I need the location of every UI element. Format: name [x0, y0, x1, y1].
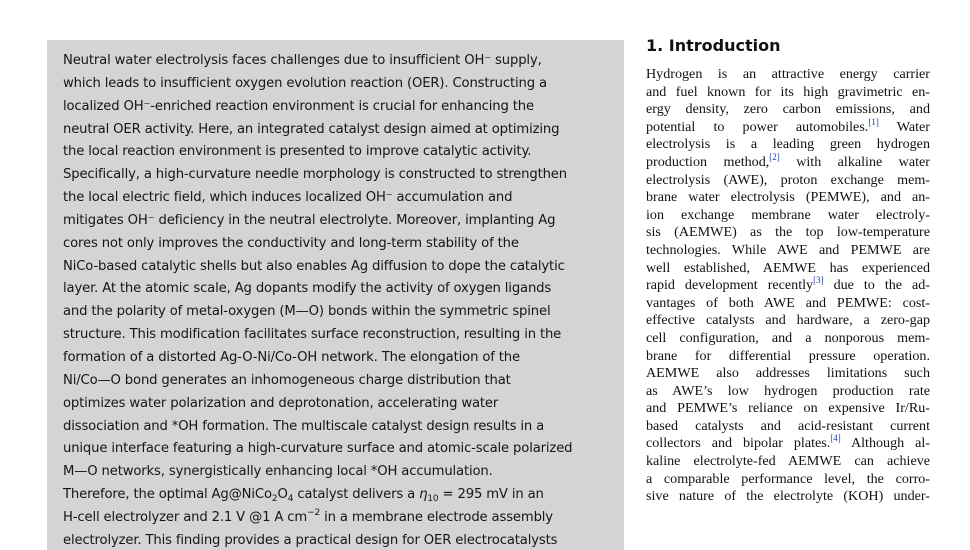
abstract-line: cores not only improves the conductivity and long-term stability of the	[63, 235, 519, 251]
intro-line: rapid development recently[3] due to the ad-	[646, 275, 931, 294]
citation-link[interactable]: [2]	[769, 151, 780, 162]
intro-line: electrolysis is a leading green hydrogen	[646, 136, 930, 153]
abstract-text	[63, 50, 608, 550]
introduction-section	[646, 36, 930, 506]
abstract-line: neutral OER activity. Here, an integrated catalyst design aimed at optimizing	[63, 121, 560, 137]
abstract-line: NiCo-based catalytic shells but also enables Ag diffusion to dope the catalytic	[63, 258, 565, 274]
intro-line: collectors and bipolar plates.[4] Although al-	[646, 433, 930, 452]
intro-line: ion exchange membrane water electroly-	[646, 206, 930, 223]
abstract-line: the local reaction environment is presented to improve catalytic activity.	[63, 144, 532, 160]
intro-line: effective catalysts and hardware, a zero-gap	[646, 312, 930, 329]
abstract-line: electrolyzer. This finding provides a practical design for OER electrocatalysts	[63, 532, 558, 548]
intro-line: cell configuration, and a nonporous mem-	[646, 329, 930, 346]
abstract-line: optimizes water polarization and deprotonation, accelerating water	[63, 395, 499, 411]
intro-line: brane for differential pressure operation.	[646, 347, 930, 364]
intro-line: sive nature of the electrolyte (KOH) under-	[646, 488, 930, 505]
abstract-line: H-cell electrolyzer and 2.1 V @1 A $cm^{-2}$ in a membrane electrode assembly	[63, 507, 553, 525]
abstract-line: Therefore, the optimal $Ag@NiCo_2O_4$ catalyst delivers a $\eta_{10} = 295$ mV in an	[63, 487, 544, 505]
intro-line: based catalysts and acid-resistant current	[646, 417, 930, 434]
intro-line: kaline electrolyte-fed AEMWE can achieve	[646, 453, 930, 470]
citation-link[interactable]: [4]	[830, 433, 841, 444]
intro-line: brane water electrolysis (PEMWE), and an-	[646, 189, 930, 206]
intro-line: well established, AEMWE has experienced	[646, 259, 930, 276]
abstract-line: structure. This modification facilitates surface reconstruction, resulting in the	[63, 327, 562, 343]
intro-line: Hydrogen is an attractive energy carrier	[646, 66, 930, 82]
abstract-line: the local electric field, which induces localized OH⁻ accumulation and	[63, 190, 513, 206]
abstract-line: which leads to insufficient oxygen evolution reaction (OER). Constructing a	[63, 75, 547, 91]
introduction-text	[646, 66, 930, 506]
section-heading: 1. Introduction	[646, 36, 781, 55]
intro-line: as AWE’s low hydrogen production rate	[646, 382, 930, 399]
abstract-box	[47, 40, 624, 550]
abstract-line: M—O networks, synergistically enhancing local *OH accumulation.	[63, 464, 493, 480]
intro-line: and PEMWE’s reliance on expensive Ir/Ru-	[646, 400, 930, 417]
abstract-line: localized OH⁻-enriched reaction environment is crucial for enhancing the	[63, 98, 534, 114]
citation-link[interactable]: [1]	[868, 116, 879, 127]
intro-line: electrolysis (AWE), proton exchange mem-	[646, 171, 930, 188]
intro-line: and fuel known for its high gravimetric en-	[646, 83, 930, 100]
intro-line: technologies. While AWE and PEMWE are	[646, 241, 930, 258]
abstract-line: layer. At the atomic scale, Ag dopants modify the activity of oxygen ligands	[63, 281, 552, 297]
abstract-line: Specifically, a high-curvature needle morphology is constructed to strengthen	[63, 167, 567, 183]
abstract-line: dissociation and *OH formation. The multiscale catalyst design results in a	[63, 418, 545, 434]
intro-line: AEMWE also addresses limitations such	[646, 365, 930, 382]
intro-line: ergy density, zero carbon emissions, and	[646, 101, 930, 118]
intro-line: potential to power automobiles.[1] Water	[646, 116, 931, 135]
abstract-line: Neutral water electrolysis faces challenges due to insufficient OH⁻ supply,	[63, 53, 542, 68]
abstract-line: and the polarity of metal-oxygen (M—O) bonds within the symmetric spinel	[63, 304, 551, 320]
intro-line: production method,[2] with alkaline water	[646, 151, 930, 170]
abstract-line: Ni/Co—O bond generates an inhomogeneous charge distribution that	[63, 372, 511, 388]
citation-link[interactable]: [3]	[813, 275, 824, 286]
intro-line: vantages of both AWE and PEMWE: cost-	[646, 294, 930, 311]
intro-line: sis (AEMWE) as the top low-temperature	[646, 224, 930, 241]
intro-line: a comparable performance level, the corro-	[646, 470, 930, 487]
abstract-line: mitigates OH⁻ deficiency in the neutral electrolyte. Moreover, implanting Ag	[63, 212, 556, 228]
abstract-line: unique interface featuring a high-curvature surface and atomic-scale polarized	[63, 441, 573, 457]
abstract-line: formation of a distorted Ag-O-Ni/Co-OH network. The elongation of the	[63, 349, 520, 365]
